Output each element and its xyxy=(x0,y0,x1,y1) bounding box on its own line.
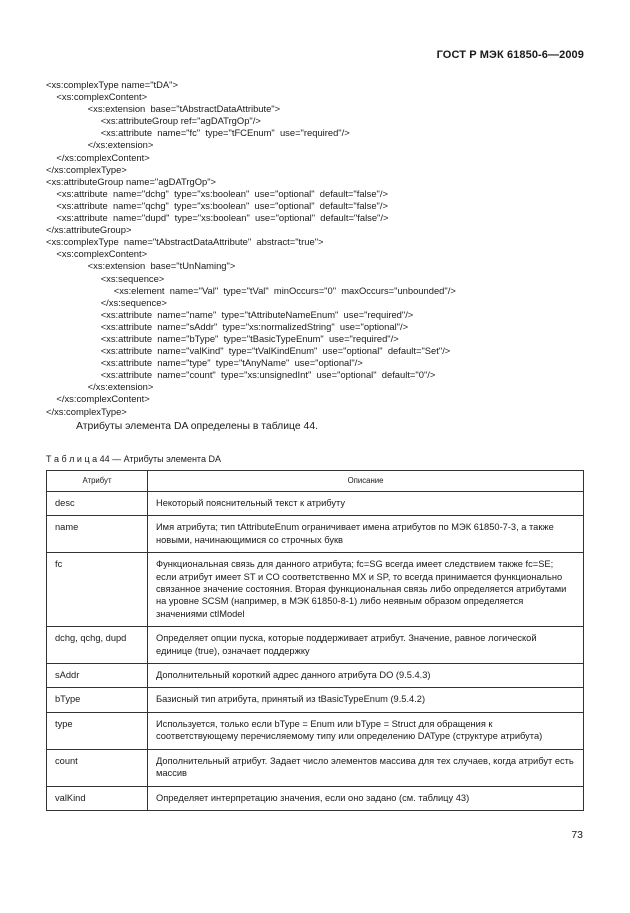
cell-attribute: name xyxy=(47,516,148,553)
cell-description: Имя атрибута; тип tAttributeEnum ограничивает имена атрибутов по МЭК 61850-7-3, а также новыми, начинающимися со строчных букв xyxy=(148,516,584,553)
table-row xyxy=(47,627,584,664)
code-line: <xs:attribute name="sAddr" type="xs:normalizedString" use="optional"/> xyxy=(46,320,409,332)
cell-description: Базисный тип атрибута, принятый из tBasicTypeEnum (9.5.4.2) xyxy=(148,688,584,712)
code-line: </xs:extension> xyxy=(46,139,154,151)
code-line: <xs:extension base="tUnNaming"> xyxy=(46,260,236,272)
attributes-table xyxy=(46,470,584,811)
code-line: <xs:attribute name="dupd" type="xs:boolean" use="optional" default="false"/> xyxy=(46,212,389,224)
cell-attribute: count xyxy=(47,749,148,786)
cell-description: Некоторый пояснительный текст к атрибуту xyxy=(148,492,584,516)
table-row xyxy=(47,664,584,688)
table-row xyxy=(47,492,584,516)
column-header-attribute: Атрибут xyxy=(47,471,148,492)
code-line: </xs:complexContent> xyxy=(46,151,150,163)
table-row xyxy=(47,688,584,712)
code-line: <xs:attribute name="fc" type="tFCEnum" use="required"/> xyxy=(46,127,350,139)
code-line: <xs:complexContent> xyxy=(46,248,148,260)
paragraph-text: Атрибуты элемента DA определены в таблице 44. xyxy=(76,421,318,432)
code-line: <xs:attribute name="name" type="tAttributeNameEnum" use="required"/> xyxy=(46,308,414,320)
table-caption: Т а б л и ц а 44 — Атрибуты элемента DA xyxy=(46,454,221,464)
code-line: <xs:attributeGroup ref="agDATrgOp"/> xyxy=(46,115,261,127)
code-line: <xs:attribute name="qchg" type="xs:boolean" use="optional" default="false"/> xyxy=(46,199,388,211)
cell-description: Дополнительный атрибут. Задает число элементов массива для тех случаев, когда атрибут есть массив xyxy=(148,749,584,786)
code-line: <xs:attribute name="valKind" type="tValKindEnum" use="optional" default="Set"/> xyxy=(46,345,451,357)
cell-attribute: valKind xyxy=(47,786,148,810)
code-line: </xs:complexType> xyxy=(46,405,127,417)
cell-description: Дополнительный короткий адрес данного атрибута DO (9.5.4.3) xyxy=(148,664,584,688)
table-row xyxy=(47,749,584,786)
cell-description: Определяет интерпретацию значения, если оно задано (см. таблицу 43) xyxy=(148,786,584,810)
code-line: <xs:attribute name="count" type="xs:unsignedInt" use="optional" default="0"/> xyxy=(46,369,436,381)
table-row xyxy=(47,786,584,810)
code-line: <xs:attributeGroup name="agDATrgOp"> xyxy=(46,175,217,187)
code-line: <xs:complexType name="tDA"> xyxy=(46,79,178,90)
code-line: </xs:complexType> xyxy=(46,163,127,175)
page-number: 73 xyxy=(571,829,583,841)
cell-attribute: type xyxy=(47,712,148,749)
column-header-description: Описание xyxy=(148,471,584,492)
cell-attribute: desc xyxy=(47,492,148,516)
table-header-row xyxy=(47,471,584,492)
code-line: <xs:attribute name="dchg" type="xs:boolean" use="optional" default="false"/> xyxy=(46,187,388,199)
code-line: </xs:extension> xyxy=(46,381,154,393)
code-line: <xs:extension base="tAbstractDataAttribute"> xyxy=(46,103,281,115)
code-line: </xs:complexContent> xyxy=(46,393,150,405)
cell-description: Определяет опции пуска, которые поддерживает атрибут. Значение, равное логической единице (true), означает поддержку xyxy=(148,627,584,664)
code-line: <xs:attribute name="bType" type="tBasicTypeEnum" use="required"/> xyxy=(46,332,399,344)
cell-description: Функциональная связь для данного атрибута; fc=SG всегда имеет следствием также fc=SE; если атрибут имеет ST и CO соответственно MX и SP, то всегда принимается функционально связанное значение состояния. Вторая функциональная связь либо определяется атрибутами на уровне SCSM (например, в МЭК 61850-8-1) либо неявным образом определяется значениями ctlModel xyxy=(148,553,584,627)
document-standard-header: ГОСТ Р МЭК 61850-6—2009 xyxy=(436,49,584,61)
table-row xyxy=(47,553,584,627)
table-row xyxy=(47,712,584,749)
code-line: <xs:sequence> xyxy=(46,272,165,284)
cell-attribute: fc xyxy=(47,553,148,627)
code-line: <xs:attribute name="type" type="tAnyName" use="optional"/> xyxy=(46,357,363,369)
cell-attribute: bType xyxy=(47,688,148,712)
xml-schema-code-block xyxy=(46,79,606,418)
code-line: </xs:sequence> xyxy=(46,296,167,308)
code-line: <xs:element name="Val" type="tVal" minOccurs="0" maxOccurs="unbounded"/> xyxy=(46,284,456,296)
code-line: <xs:complexContent> xyxy=(46,91,148,103)
cell-attribute: dchg, qchg, dupd xyxy=(47,627,148,664)
code-line: <xs:complexType name="tAbstractDataAttribute" abstract="true"> xyxy=(46,236,324,248)
code-line: </xs:attributeGroup> xyxy=(46,224,132,236)
cell-description: Используется, только если bType = Enum или bType = Struct для обращения к соответствующему перечисляемому типу или определению DAType (структуре атрибута) xyxy=(148,712,584,749)
cell-attribute: sAddr xyxy=(47,664,148,688)
table-row xyxy=(47,516,584,553)
